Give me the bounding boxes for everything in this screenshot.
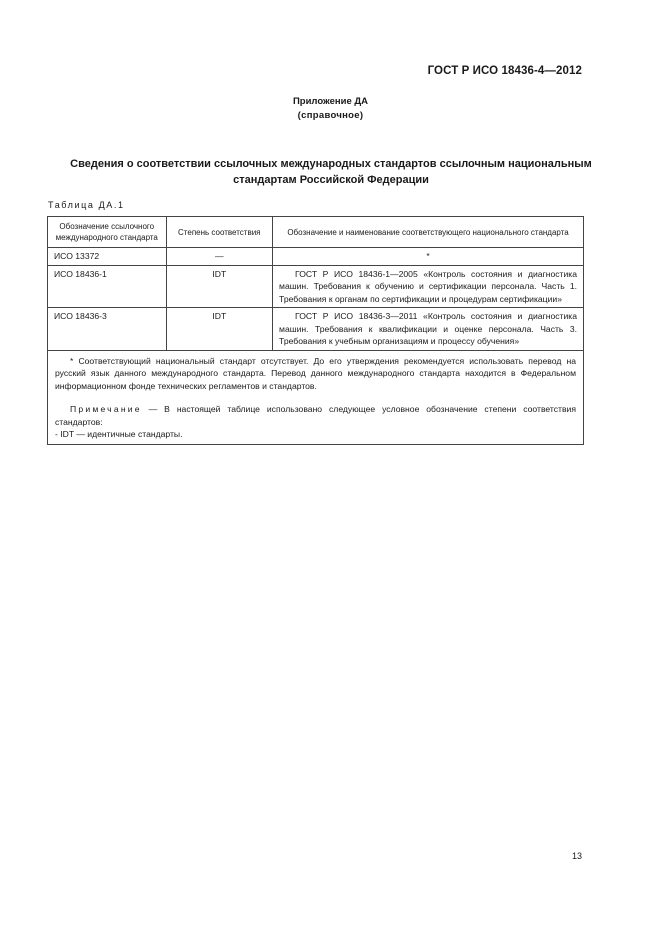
table-row	[48, 248, 584, 266]
annex-subtitle: (справочное)	[297, 110, 364, 121]
table-header-row	[48, 217, 584, 248]
section-title	[48, 156, 614, 188]
cell-national-standard: ГОСТ Р ИСО 18436-3—2011 «Контроль состояния и диагностика машин. Требования к квалификации и оценке персонала. Часть 3. Требования к учебным организациям и процессу обучения»	[273, 308, 584, 351]
cell-national-standard: *	[273, 248, 584, 266]
header-degree: Степень соответствия	[166, 217, 273, 248]
table-caption: Таблица ДА.1	[48, 200, 125, 210]
annex-title: Приложение ДА	[292, 96, 369, 107]
page-number: 13	[571, 851, 582, 861]
cell-degree: —	[166, 248, 273, 266]
table-footer	[48, 350, 584, 444]
header-ref-standard: Обозначение ссылочного международного стандарта	[48, 217, 167, 248]
footnote: * Соответствующий национальный стандарт отсутствует. До его утверждения рекомендуется использовать перевод на русский язык данного международного стандарта. Перевод данного международного стандарта находится в Федеральном информационном фонде технических регламентов и стандартов.	[55, 355, 576, 391]
section-title-line-2: стандартам Российской Федерации	[233, 174, 429, 186]
table-footer-row	[48, 350, 584, 444]
table-row	[48, 308, 584, 351]
document-code: ГОСТ Р ИСО 18436-4—2012	[427, 65, 582, 77]
header-national-standard: Обозначение и наименование соответствующего национального стандарта	[273, 217, 584, 248]
note-label: Примечание	[70, 404, 142, 414]
cell-degree: IDT	[166, 265, 273, 308]
correspondence-table	[47, 216, 584, 445]
note-item: - IDT — идентичные стандарты.	[55, 429, 183, 439]
table-note	[55, 403, 576, 428]
cell-degree: IDT	[166, 308, 273, 351]
table-row	[48, 265, 584, 308]
cell-ref-standard: ИСО 18436-3	[48, 308, 167, 351]
section-title-line-1: Сведения о соответствии ссылочных международных стандартов ссылочным национальным	[70, 158, 592, 170]
cell-ref-standard: ИСО 18436-1	[48, 265, 167, 308]
cell-national-standard: ГОСТ Р ИСО 18436-1—2005 «Контроль состояния и диагностика машин. Требования к обучению и сертификации персонала. Часть 1. Требования к органам по сертификации и процедурам сертификации»	[273, 265, 584, 308]
cell-ref-standard: ИСО 13372	[48, 248, 167, 266]
annex-heading	[0, 95, 661, 123]
note-text: — В настоящей таблице использовано следующее условное обозначение степени соответствия стандартов:	[55, 404, 576, 427]
